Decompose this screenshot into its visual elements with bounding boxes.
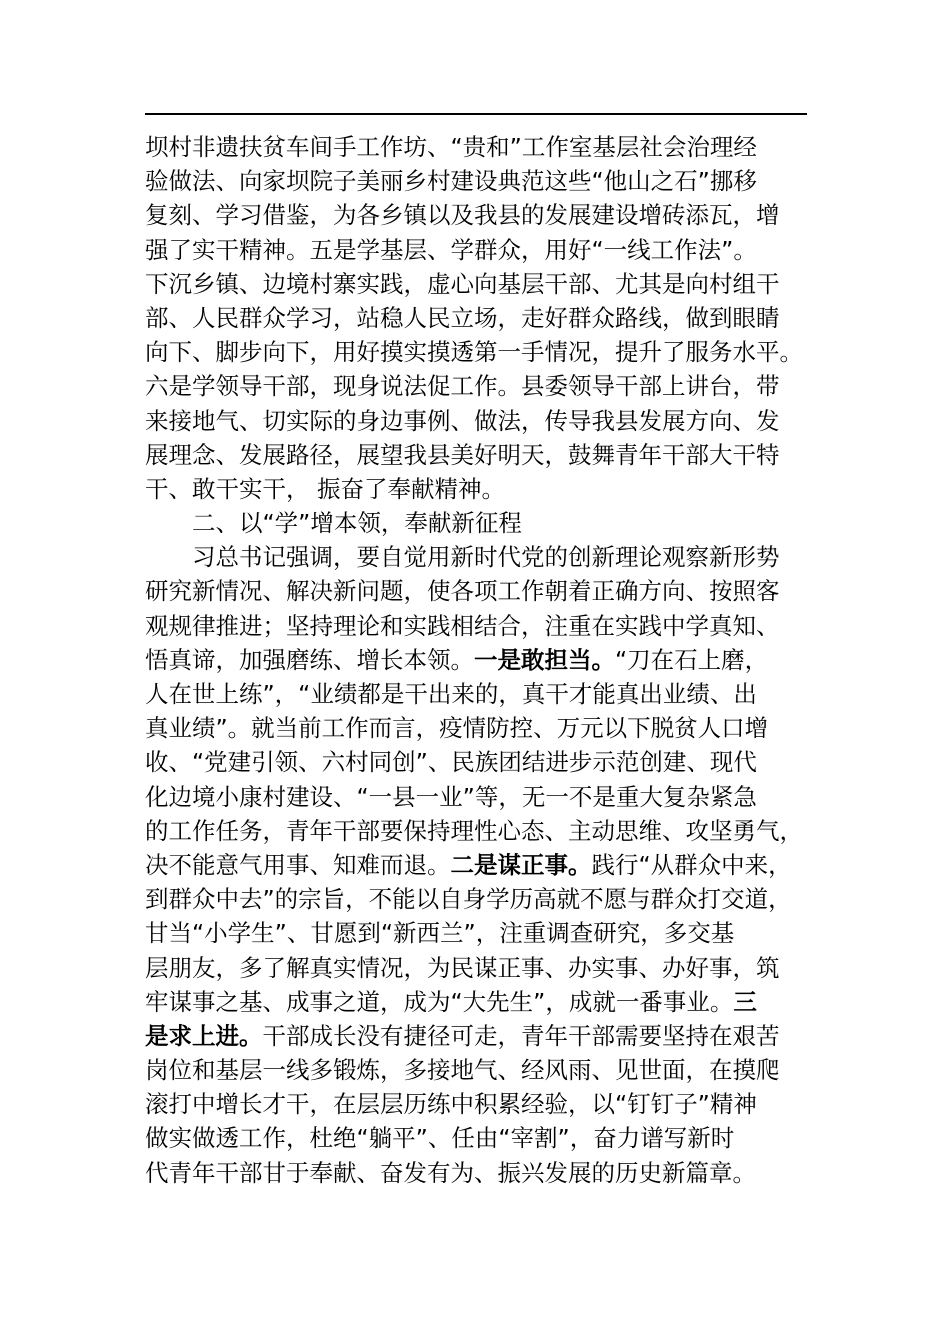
text-segment: 干、敢干实干， 振奋了奉献精神。 (145, 474, 505, 503)
text-line (145, 882, 815, 916)
text-segment: 悟真谛，加强磨练、增长本领。 (145, 645, 474, 674)
bold-text-segment: 二是谋正事。 (450, 850, 592, 879)
text-segment: 的工作任务，青年干部要保持理性心态、主动思维、攻坚勇气， (145, 816, 803, 845)
text-segment: 岗位和基层一线多锻炼，多接地气、经风雨、见世面，在摸爬 (145, 1056, 780, 1085)
text-line (145, 711, 815, 745)
text-segment: 下沉乡镇、边境村寨实践，虚心向基层干部、尤其是向村组干 (145, 269, 780, 298)
text-segment: 做实做透工作，杜绝“躺平”、任由“宰割”，奋力谱写新时 (145, 1124, 735, 1153)
text-segment: 代青年干部甘于奉献、奋发有为、振兴发展的历史新篇章。 (145, 1158, 756, 1187)
text-line (145, 404, 815, 438)
text-line (145, 267, 815, 301)
text-line (145, 1156, 815, 1190)
text-line (145, 540, 815, 574)
text-line (145, 677, 815, 711)
text-line (145, 198, 815, 232)
text-line (145, 335, 815, 369)
text-line (145, 848, 815, 882)
text-segment: 展理念、发展路径，展望我县美好明天，鼓舞青年干部大干特 (145, 440, 780, 469)
text-segment: 到群众中去”的宗旨，不能以自身学历高就不愿与群众打交道， (145, 885, 792, 914)
text-line (145, 814, 815, 848)
text-segment: 人在世上练”，“业绩都是干出来的，真干才能真出业绩、出 (145, 680, 757, 708)
bold-text-segment: 三 (733, 987, 757, 1016)
text-segment: 收、“党建引领、六村同创”、民族团结进步示范创建、现代 (145, 748, 757, 777)
text-segment: 复刻、学习借鉴，为各乡镇以及我县的发展建设增砖添瓦，增 (145, 201, 780, 230)
text-line (145, 916, 815, 950)
text-segment: 来接地气、切实际的身边事例、做法，传导我县发展方向、发 (145, 406, 780, 435)
text-segment: 决不能意气用事、知难而退。 (145, 850, 451, 879)
text-segment: 滚打中增长才干，在层层历练中积累经验，以“钉钉子”精神 (145, 1090, 757, 1119)
text-segment: 甘当“小学生”、甘愿到“新西兰”，注重调查研究，多交基 (145, 919, 735, 948)
bold-text-segment: 是求上进。 (145, 1021, 263, 1050)
text-segment: 牢谋事之基、成事之道，成为“大先生”，成就一番事业。 (145, 987, 734, 1016)
text-segment: 强了实干精神。五是学基层、学群众，用好“一线工作法”。 (145, 235, 757, 264)
text-segment: 向下、脚步向下，用好摸实摸透第一手情况，提升了服务水平。 (145, 338, 803, 367)
text-line (145, 438, 815, 472)
text-line (145, 233, 815, 267)
text-line (145, 1087, 815, 1121)
text-line (145, 506, 815, 540)
text-line (145, 609, 815, 643)
text-line (145, 780, 815, 814)
text-segment: 二、以“学”增本领，奉献新征程 (192, 509, 522, 538)
text-segment: “刀在石上磨， (615, 645, 769, 674)
text-line (145, 301, 815, 335)
text-line (145, 574, 815, 608)
text-segment: 化边境小康村建设、“一县一业”等，无一不是重大复杂紧急 (145, 782, 757, 811)
text-line (145, 472, 815, 506)
text-segment: 干部成长没有捷径可走，青年干部需要坚持在艰苦 (262, 1021, 780, 1050)
text-line (145, 643, 815, 677)
text-segment: 坝村非遗扶贫车间手工作坊、“贵和”工作室基层社会治理经 (145, 133, 757, 161)
text-line (145, 1019, 815, 1053)
text-segment: 研究新情况、解决新问题，使各项工作朝着正确方向、按照客 (145, 577, 780, 606)
text-line (145, 164, 815, 198)
text-segment: 践行“从群众中来， (591, 850, 792, 879)
text-line (145, 951, 815, 985)
text-line (145, 1053, 815, 1087)
text-segment: 习总书记强调，要自觉用新时代党的创新理论观察新形势 (192, 543, 780, 572)
text-line (145, 745, 815, 779)
bold-text-segment: 一是敢担当。 (474, 645, 615, 674)
text-segment: 真业绩”。就当前工作而言，疫情防控、万元以下脱贫人口增 (145, 714, 769, 743)
text-segment: 六是学领导干部，现身说法促工作。县委领导干部上讲台，带 (145, 372, 780, 401)
text-line (145, 369, 815, 403)
text-segment: 验做法、向家坝院子美丽乡村建设典范这些“他山之石”挪移 (145, 167, 757, 196)
text-line (145, 985, 815, 1019)
header-rule (145, 113, 807, 115)
text-segment: 部、人民群众学习，站稳人民立场，走好群众路线，做到眼睛 (145, 303, 780, 332)
text-line (145, 130, 815, 164)
text-line (145, 1121, 815, 1155)
text-segment: 观规律推进；坚持理论和实践相结合，注重在实践中学真知、 (145, 611, 780, 640)
body-text (145, 130, 815, 1190)
text-segment: 层朋友，多了解真实情况，为民谋正事、办实事、办好事，筑 (145, 953, 780, 982)
